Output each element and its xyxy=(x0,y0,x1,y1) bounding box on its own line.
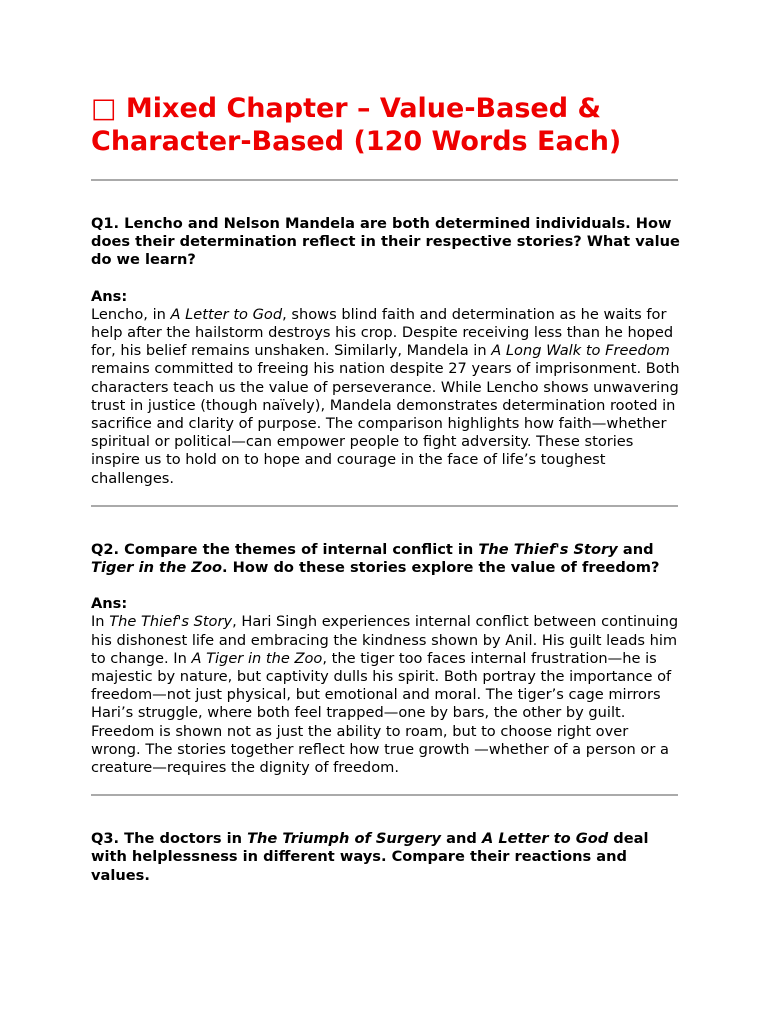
italic-title: A Letter to God xyxy=(481,830,609,848)
text-run: . How do these stories explore the value of freedom? xyxy=(222,559,660,577)
question-1 xyxy=(91,215,681,270)
text-run: , Hari Singh experiences internal conflict between continuing his dishonest life and embracing the kindness shown by Anil. His guilt leads him to change. In xyxy=(91,613,679,667)
italic-title: A Tiger in the Zoo xyxy=(191,649,323,667)
answer-label-1: Ans: xyxy=(91,287,128,305)
text-run: Lencho, in xyxy=(91,305,171,323)
italic-title: A Long Walk to Freedom xyxy=(491,342,670,360)
page-title: □ Mixed Chapter – Value-Based & Character-Based (120 Words Each) xyxy=(91,93,622,157)
answer-label-2: Ans: xyxy=(91,595,128,613)
document-page xyxy=(91,92,681,885)
answer-1 xyxy=(91,306,681,488)
text-run: , the tiger too faces internal frustration—he is majestic by nature, but captivity dulls his spirit. Both portray the importance of freedom—not just physical, but emotional and moral. The tiger’s cage mirrors Hari’s struggle, where both feel trapped—one by bars, the other by guilt. Freedom is shown not as just the ability to roam, but to choose right over wrong. The stories together reflect how true growth —whether of a person or a creature—requires the dignity of freedom. xyxy=(91,649,672,777)
italic-title: A Letter to God xyxy=(170,305,283,323)
italic-title: The Thief's Story xyxy=(109,613,233,631)
text-run: Q3. The doctors in xyxy=(91,830,248,848)
italic-title: The Triumph of Surgery xyxy=(247,830,442,848)
text-run: , shows blind faith and determination as he waits for help after the hailstorm destroys his crop. Despite receiving less than he hoped for, his belief remains unshaken. Similarly, Mandela in xyxy=(91,305,674,360)
answer-2 xyxy=(91,613,681,777)
italic-title: The Thief's Story xyxy=(478,540,618,558)
text-run: remains committed to freeing his nation despite 27 years of imprisonment. Both characters teach us the value of perseverance. While Lencho shows unwavering trust in justice (though naïvely), Mandela demonstrates determination rooted in sacrifice and clarity of purpose. The comparison highlights how faith—whether spiritual or political—can empower people to fight adversity. These stories inspire us to hold on to hope and courage in the face of life’s toughest challenges. xyxy=(91,360,680,487)
question-3 xyxy=(91,830,681,885)
text-run: deal with helplessness in different ways. Compare their reactions and values. xyxy=(91,830,649,884)
italic-title: Tiger in the Zoo xyxy=(91,559,223,577)
question-2 xyxy=(91,541,681,577)
text-run: and xyxy=(617,540,654,558)
text-run: and xyxy=(441,830,482,848)
text-run: In xyxy=(91,613,110,631)
text-run: Q1. Lencho and Nelson Mandela are both determined individuals. How does their determination reflect in their respective stories? What value do we learn? xyxy=(91,215,680,269)
text-run: Q2. Compare the themes of internal conflict in xyxy=(91,540,479,558)
